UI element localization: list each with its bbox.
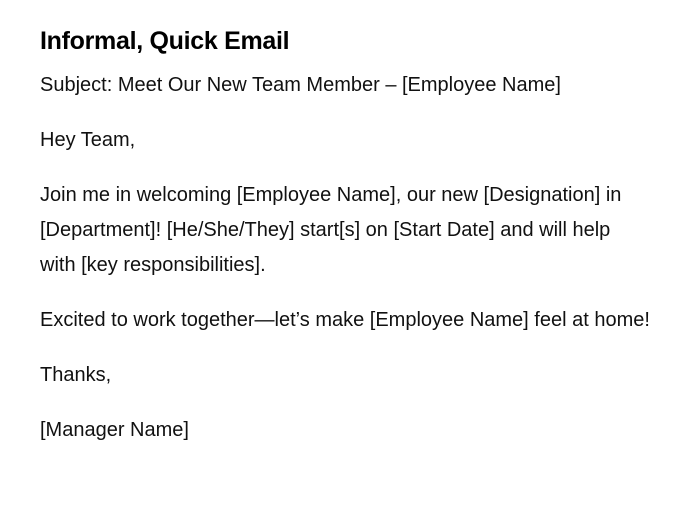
email-subject-line: Subject: Meet Our New Team Member – [Employee Name] <box>40 74 561 96</box>
document-title: Informal, Quick Email <box>40 27 290 55</box>
email-body-paragraph: Join me in welcoming [Employee Name], our new [Designation] in [Department]! [He/She/They] start[s] on [Start Date] and will help with [key responsibilities]. <box>40 184 622 276</box>
email-template-document <box>40 24 650 468</box>
email-closing: Thanks, <box>40 364 112 386</box>
email-signature: [Manager Name] <box>40 419 189 441</box>
email-greeting: Hey Team, <box>40 129 136 151</box>
email-body-paragraph: Excited to work together—let’s make [Employee Name] feel at home! <box>40 309 650 331</box>
